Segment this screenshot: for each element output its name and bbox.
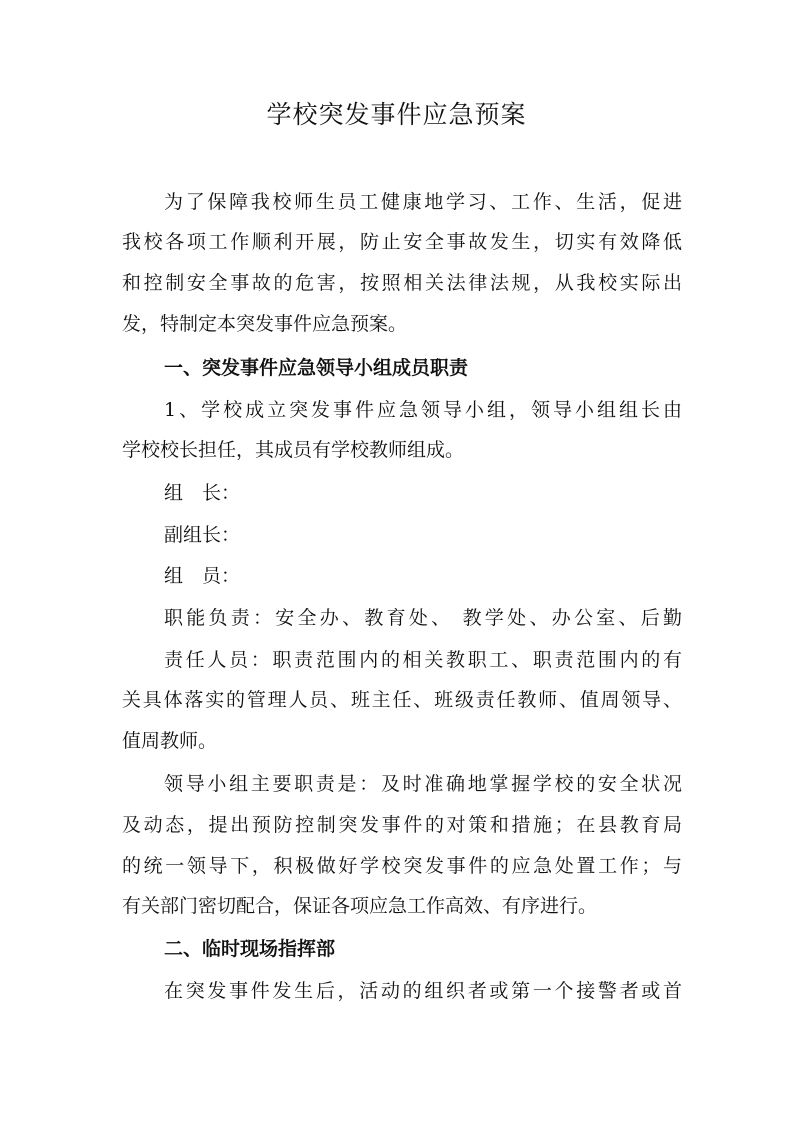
paragraph-line: 为了保障我校师生员工健康地学习、工作、生活，促进 [164,191,682,213]
paragraph-line: 责任人员：职责范围内的相关教职工、职责范围内的有 [164,649,682,671]
paragraph-line: 发，特制定本突发事件应急预案。 [122,313,408,335]
paragraph-line: 的统一领导下，积极做好学校突发事件的应急处置工作；与 [122,855,682,877]
document-title: 学校突发事件应急预案 [266,100,527,129]
paragraph-line: 值周教师。 [122,730,218,752]
paragraph-line: 1、学校成立突发事件应急领导小组，领导小组组长由 [164,399,682,421]
paragraph-line: 在突发事件发生后，活动的组织者或第一个接警者或首 [164,980,682,1002]
paragraph-line: 领导小组主要职责是：及时准确地掌握学校的安全状况 [164,773,682,795]
paragraph-line: 职能负责：安全办、教育处、 教学处、办公室、后勤 [164,607,682,629]
paragraph-line: 及动态，提出预防控制突发事件的对策和措施；在县教育局 [122,814,682,836]
paragraph-line: 关具体落实的管理人员、班主任、班级责任教师、值周领导、 [122,689,682,711]
paragraph-line: 有关部门密切配合，保证各项应急工作高效、有序进行。 [122,895,598,917]
paragraph-line: 副组长： [164,524,241,546]
paragraph-line: 我校各项工作顺利开展，防止安全事故发生，切实有效降低 [122,231,682,253]
paragraph-line: 组 员： [164,565,241,587]
section-heading: 一、突发事件应急领导小组成员职责 [164,357,469,379]
paragraph-line: 学校校长担任，其成员有学校教师组成。 [122,439,465,461]
paragraph-line: 组 长： [164,482,241,504]
section-heading: 二、临时现场指挥部 [164,938,336,960]
paragraph-line: 和控制安全事故的危害，按照相关法律法规，从我校实际出 [122,272,682,294]
